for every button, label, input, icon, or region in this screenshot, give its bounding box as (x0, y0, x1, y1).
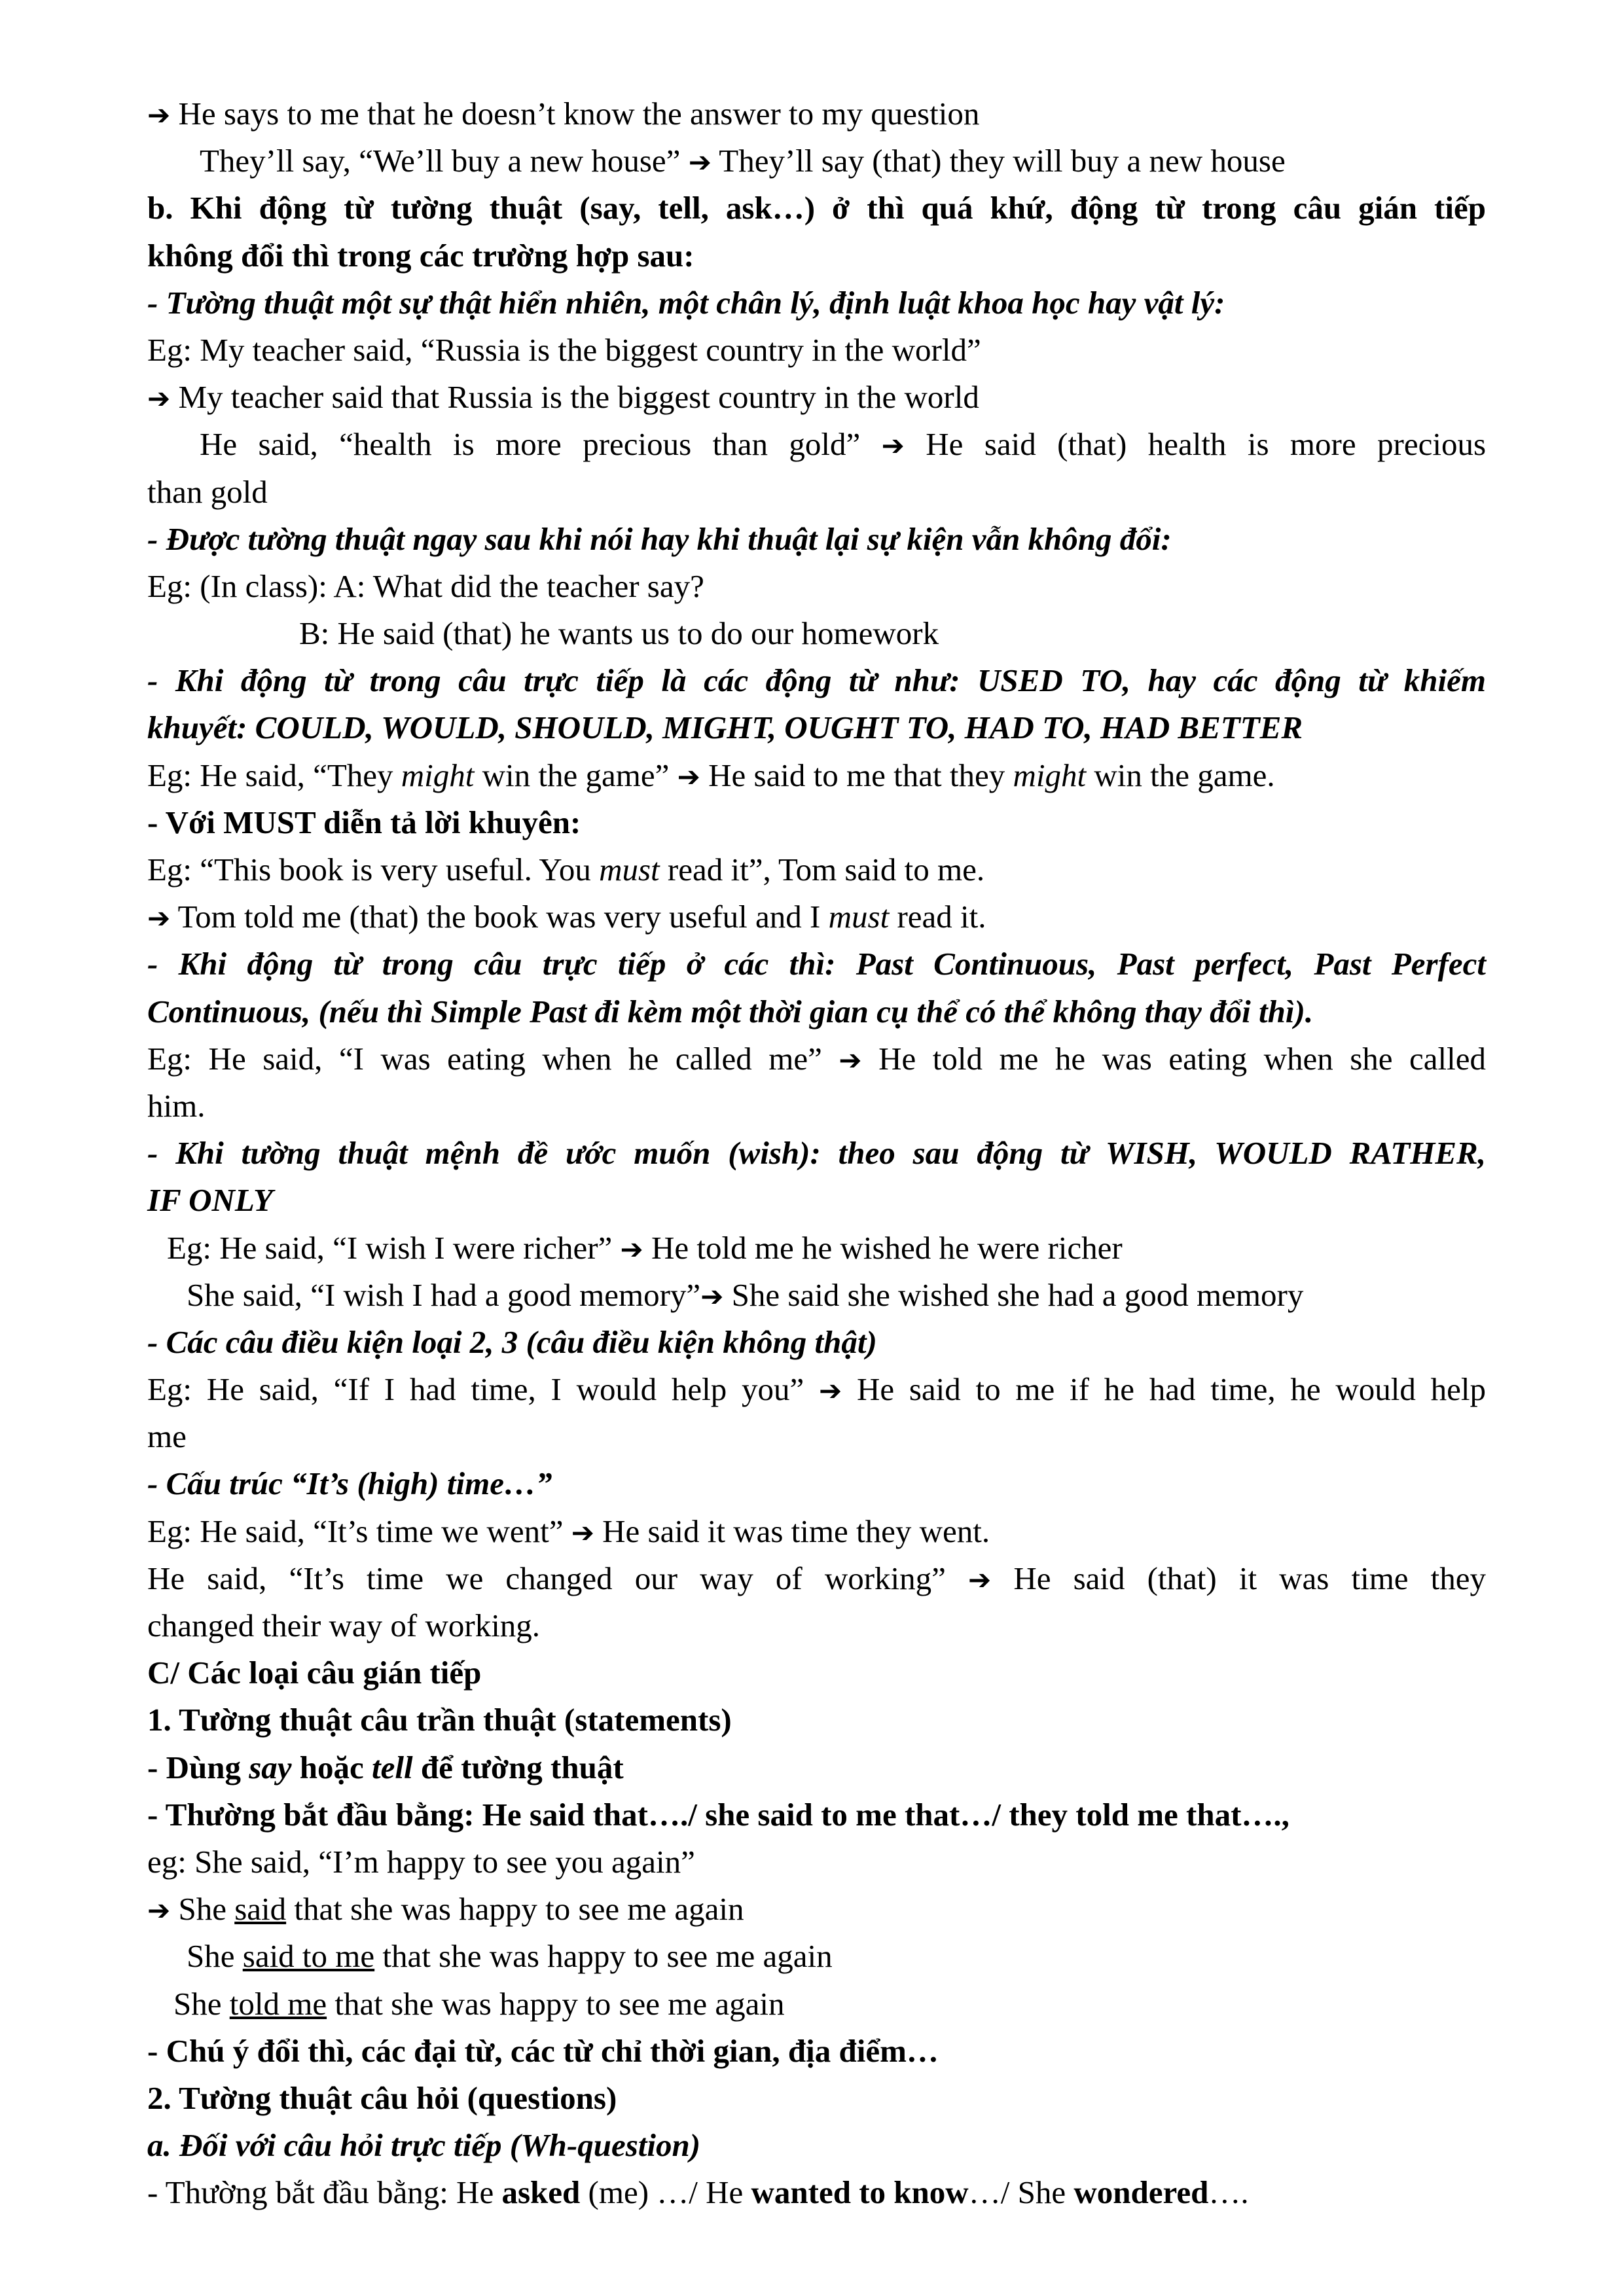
arrow-icon: ➔ (881, 429, 905, 462)
example-line: Eg: He said, “They might win the game” ➔ He said to me that they might win the game. (147, 757, 1275, 793)
arrow-icon: ➔ (700, 1280, 724, 1312)
arrow-icon: ➔ (688, 146, 712, 179)
example-line: ➔ My teacher said that Russia is the biggest country in the world (147, 379, 979, 416)
rule-heading-wish: - Khi tường thuật mệnh đề ước muốn (wish): theo sau động từ WISH, WOULD RATHER, (147, 1135, 1486, 1172)
example-line: changed their way of working. (147, 1607, 541, 1643)
example-line: Eg: (In class): A: What did the teacher say? (147, 567, 704, 604)
rule-heading-immediate: - Được tường thuật ngay sau khi nói hay khi thuật lại sự kiện vẫn không đổi: (147, 520, 1172, 557)
example-line: She said to me that she was happy to see me again (187, 1938, 833, 1975)
rule-heading-modals: - Khi động từ trong câu trực tiếp là các động từ như: USED TO, hay các động từ khiếm (147, 662, 1486, 699)
example-line: She told me that she was happy to see me again (173, 1985, 785, 2022)
rule-line-start: - Thường bắt đầu bằng: He said that…./ she said to me that…/ they told me that…., (147, 1796, 1290, 1833)
arrow-icon: ➔ (147, 382, 171, 415)
example-line: He said, “It’s time we changed our way of working” ➔ He said (that) it was time they (147, 1560, 1487, 1596)
arrow-icon: ➔ (571, 1516, 594, 1549)
arrow-icon: ➔ (677, 760, 700, 793)
rule-line-note: - Chú ý đổi thì, các đại từ, các từ chỉ thời gian, địa điểm… (147, 2032, 939, 2069)
rule-heading-tenses-cont: Continuous, (nếu thì Simple Past đi kèm một thời gian cụ thể có thể không thay đổi thì). (147, 993, 1314, 1030)
example-line: ➔ Tom told me (that) the book was very useful and I must read it. (147, 899, 986, 935)
arrow-icon: ➔ (620, 1232, 643, 1265)
example-line: B: He said (that) he wants us to do our homework (299, 615, 939, 652)
example-line: Eg: He said, “I was eating when he called me” ➔ He told me he was eating when she called (147, 1040, 1487, 1077)
arrow-icon: ➔ (839, 1043, 862, 1076)
rule-line-asked: - Thường bắt đầu bằng: He asked (me) …/ He wanted to know…/ She wondered…. (147, 2174, 1249, 2211)
document-page (147, 90, 1486, 2216)
example-line: me (147, 1418, 187, 1455)
example-line: Eg: He said, “It’s time we went” ➔ He said it was time they went. (147, 1513, 990, 1549)
example-line: him. (147, 1087, 206, 1124)
subsection-heading-statements: 1. Tường thuật câu trần thuật (statements) (147, 1702, 732, 1738)
rule-heading-wish-cont: IF ONLY (147, 1182, 273, 1219)
rule-heading-conditionals: - Các câu điều kiện loại 2, 3 (câu điều kiện không thật) (147, 1323, 877, 1360)
line-2: They’ll say, “We’ll buy a new house” ➔ They’ll say (that) they will buy a new house (200, 143, 1286, 179)
subsection-heading-questions: 2. Tường thuật câu hỏi (questions) (147, 2079, 617, 2116)
example-line: Eg: “This book is very useful. You must read it”, Tom said to me. (147, 852, 985, 888)
example-line: than gold (147, 473, 268, 510)
line-1: ➔ He says to me that he doesn’t know the answer to my question (147, 96, 980, 132)
example-line: She said, “I wish I had a good memory”➔ She said she wished she had a good memory (187, 1276, 1304, 1313)
example-line: Eg: My teacher said, “Russia is the biggest country in the world” (147, 331, 981, 368)
rule-heading-truth: - Tường thuật một sự thật hiển nhiên, một chân lý, định luật khoa học hay vật lý: (147, 284, 1225, 321)
subsection-heading-wh: a. Đối với câu hỏi trực tiếp (Wh-question) (147, 2127, 701, 2164)
arrow-icon: ➔ (818, 1374, 842, 1407)
rule-heading-high-time: - Cấu trúc “It’s (high) time…” (147, 1465, 552, 1502)
arrow-icon: ➔ (147, 99, 171, 131)
example-line: eg: She said, “I’m happy to see you again” (147, 1843, 695, 1880)
example-line: Eg: He said, “If I had time, I would help you” ➔ He said to me if he had time, he would help (147, 1371, 1487, 1408)
rule-line-say-tell: - Dùng say hoặc tell để tường thuật (147, 1749, 624, 1785)
rule-heading-tenses: - Khi động từ trong câu trực tiếp ở các thì: Past Continuous, Past perfect, Past Perfect (147, 946, 1486, 982)
example-line: He said, “health is more precious than gold” ➔ He said (that) health is more precious (200, 426, 1487, 463)
example-line: Eg: He said, “I wish I were richer” ➔ He told me he wished he were richer (167, 1229, 1123, 1266)
rule-heading-modals-cont: khuyết: COULD, WOULD, SHOULD, MIGHT, OUGHT TO, HAD TO, HAD BETTER (147, 709, 1303, 746)
rule-heading-must: - Với MUST diễn tả lời khuyên: (147, 804, 581, 840)
section-heading-b: b. Khi động từ tường thuật (say, tell, ask…) ở thì quá khứ, động từ trong câu gián tiếp (147, 190, 1486, 226)
section-heading-b-cont: không đổi thì trong các trường hợp sau: (147, 237, 695, 274)
example-line: ➔ She said that she was happy to see me again (147, 1891, 744, 1928)
arrow-icon: ➔ (147, 1894, 171, 1927)
arrow-icon: ➔ (968, 1563, 992, 1596)
arrow-icon: ➔ (147, 902, 171, 935)
section-heading-c: C/ Các loại câu gián tiếp (147, 1655, 482, 1691)
